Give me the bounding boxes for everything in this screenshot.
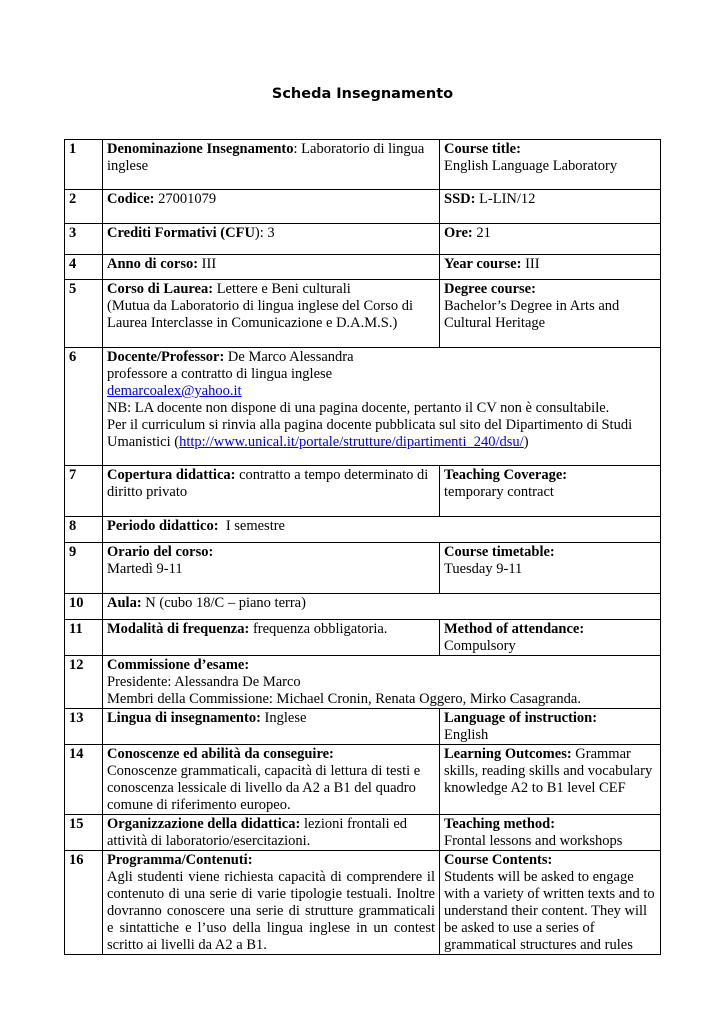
field-value: contratto a tempo determinato di diritto privato: [107, 467, 429, 500]
field-label: Orario del corso:: [107, 544, 214, 560]
language-cell: [103, 709, 440, 745]
teaching-organization-cell: [103, 815, 440, 851]
field-label: Learning Outcomes:: [444, 746, 572, 762]
table-row: [65, 517, 661, 543]
field-value: L-LIN/12: [475, 191, 536, 207]
field-label: Copertura didattica:: [107, 467, 236, 483]
row-number: 4: [65, 255, 103, 280]
credits-cell: [103, 224, 440, 255]
field-value: N (cubo 18/C – piano terra): [141, 595, 306, 611]
field-label: Periodo didattico:: [107, 518, 219, 534]
field-value: English Language Laboratory: [444, 158, 618, 174]
field-label: Commissione d’esame:: [107, 657, 250, 673]
timetable-cell: [103, 543, 440, 594]
row-number: 14: [65, 745, 103, 815]
table-row: [65, 745, 661, 815]
field-label: Course Contents:: [444, 852, 553, 868]
field-value: Conoscenze grammaticali, capacità di lettura di testi e conoscenza lessicale di livello da A2 a B1 del quadro comune di riferimento europeo.: [107, 763, 421, 813]
learning-outcomes-cell: [440, 745, 661, 815]
table-row: [65, 224, 661, 255]
row-number: 3: [65, 224, 103, 255]
field-label: Corso di Laurea:: [107, 281, 214, 297]
table-row: [65, 280, 661, 348]
table-row: [65, 620, 661, 656]
row-number: 9: [65, 543, 103, 594]
row-number: 12: [65, 656, 103, 709]
row-number: 2: [65, 190, 103, 224]
table-row: [65, 348, 661, 466]
table-row: [65, 709, 661, 745]
field-label: Codice:: [107, 191, 155, 207]
row-number: 7: [65, 466, 103, 517]
ssd-cell: [440, 190, 661, 224]
table-row: [65, 466, 661, 517]
room-cell: [103, 594, 661, 620]
professor-cell: [103, 348, 661, 466]
cv-notice: NB: LA docente non dispone di una pagina docente, pertanto il CV non è consultabile.: [107, 400, 610, 416]
field-label: Lingua di insegnamento:: [107, 710, 261, 726]
field-value: frequenza obbligatoria.: [249, 621, 388, 637]
table-row: [65, 815, 661, 851]
field-label: Docente/Professor:: [107, 349, 225, 365]
field-value: lezioni frontali ed attività di laboratorio/esercitazioni.: [107, 816, 408, 849]
field-value: Frontal lessons and workshops: [444, 833, 623, 849]
row-number: 15: [65, 815, 103, 851]
degree-cell: [103, 280, 440, 348]
period-cell: [103, 517, 661, 543]
field-value: ): 3: [254, 225, 275, 241]
field-label: Conoscenze ed abilità da conseguire:: [107, 746, 334, 762]
field-value: III: [521, 256, 540, 272]
field-label: Modalità di frequenza:: [107, 621, 250, 637]
field-label: Year course:: [444, 256, 522, 272]
field-label: Course timetable:: [444, 544, 555, 560]
field-value: Tuesday 9-11: [444, 561, 523, 577]
attendance-cell: [103, 620, 440, 656]
field-value: Lettere e Beni culturali: [213, 281, 351, 297]
field-label: Anno di corso:: [107, 256, 199, 272]
field-value: I semestre: [218, 518, 285, 534]
field-separator: :: [293, 141, 302, 157]
field-label: Organizzazione della didattica:: [107, 816, 301, 832]
field-label: Programma/Contenuti:: [107, 852, 253, 868]
cv-text-end: ): [523, 434, 529, 450]
field-label: Course title:: [444, 141, 521, 157]
field-value: temporary contract: [444, 484, 554, 500]
row-number: 11: [65, 620, 103, 656]
field-value: III: [198, 256, 217, 272]
field-label: Method of attendance:: [444, 621, 585, 637]
table-row: [65, 140, 661, 190]
field-value: Inglese: [260, 710, 307, 726]
row-number: 10: [65, 594, 103, 620]
field-value: Agli studenti viene richiesta capacità di comprendere il contenuto di una serie di varie tipologie testuali. Inoltre dovranno conoscere una serie di strutture grammaticali e sintattiche e l’uso della lingua inglese in un contest scritto ai livelli da A2 a B1.: [107, 869, 435, 953]
course-contents-cell: [440, 851, 661, 955]
row-number: 1: [65, 140, 103, 190]
year-cell: [103, 255, 440, 280]
field-value: Bachelor’s Degree in Arts and Cultural Heritage: [444, 298, 620, 331]
row-number: 6: [65, 348, 103, 466]
field-value: 21: [472, 225, 491, 241]
code-cell: [103, 190, 440, 224]
course-title-cell: [440, 140, 661, 190]
field-label: SSD:: [444, 191, 476, 207]
teaching-coverage-cell: [440, 466, 661, 517]
field-label: Teaching Coverage:: [444, 467, 568, 483]
row-number: 16: [65, 851, 103, 955]
field-value: Compulsory: [444, 638, 516, 654]
coverage-cell: [103, 466, 440, 517]
row-number: 8: [65, 517, 103, 543]
cv-text: Per il curriculum si rinvia alla pagina docente pubblicata sul sito del Dipartimento di Studi Umanistici (: [107, 417, 633, 450]
degree-course-cell: [440, 280, 661, 348]
field-value: Grammar skills, reading skills and vocabulary knowledge A2 to B1 level CEF: [444, 746, 653, 796]
skills-cell: [103, 745, 440, 815]
committee-president: Presidente: Alessandra De Marco: [107, 674, 301, 690]
professor-role: professore a contratto di lingua inglese: [107, 366, 333, 382]
row-number: 5: [65, 280, 103, 348]
table-row: [65, 851, 661, 955]
page-title: Scheda Insegnamento: [271, 86, 454, 102]
attendance-method-cell: [440, 620, 661, 656]
table-row: [65, 255, 661, 280]
field-value: 27001079: [154, 191, 217, 207]
field-label: Ore:: [444, 225, 473, 241]
course-info-table: [64, 139, 661, 955]
field-value: English: [444, 727, 489, 743]
field-label: Degree course:: [444, 281, 536, 297]
table-row: [65, 543, 661, 594]
table-row: [65, 594, 661, 620]
field-value: Laboratorio di lingua inglese: [107, 141, 425, 174]
exam-committee-cell: [103, 656, 661, 709]
table-row: [65, 190, 661, 224]
teaching-method-cell: [440, 815, 661, 851]
field-label: Denominazione Insegnamento: [107, 141, 294, 157]
course-name-cell: [103, 140, 440, 190]
field-label: Aula:: [107, 595, 142, 611]
hours-cell: [440, 224, 661, 255]
year-course-cell: [440, 255, 661, 280]
committee-members: Membri della Commissione: Michael Cronin, Renata Oggero, Mirko Casagranda.: [107, 691, 581, 707]
row-number: 13: [65, 709, 103, 745]
professor-name: De Marco Alessandra: [224, 349, 354, 365]
program-cell: [103, 851, 440, 955]
field-label: Crediti Formativi (CFU: [107, 225, 255, 241]
field-value: Students will be asked to engage with a variety of written texts and to understand their content. They will be asked to use a series of grammatical structures and rules: [444, 869, 655, 953]
instruction-language-cell: [440, 709, 661, 745]
department-link[interactable]: http://www.unical.it/portale/strutture/dipartimenti_240/dsu/: [179, 434, 524, 450]
email-link[interactable]: demarcoalex@yahoo.it: [107, 383, 242, 399]
course-timetable-cell: [440, 543, 661, 594]
field-label: Language of instruction:: [444, 710, 598, 726]
field-value: Martedì 9-11: [107, 561, 183, 577]
table-row: [65, 656, 661, 709]
field-label: Teaching method:: [444, 816, 556, 832]
field-note: (Mutua da Laboratorio di lingua inglese del Corso di Laurea Interclasse in Comunicazione e D.A.M.S.): [107, 298, 414, 331]
